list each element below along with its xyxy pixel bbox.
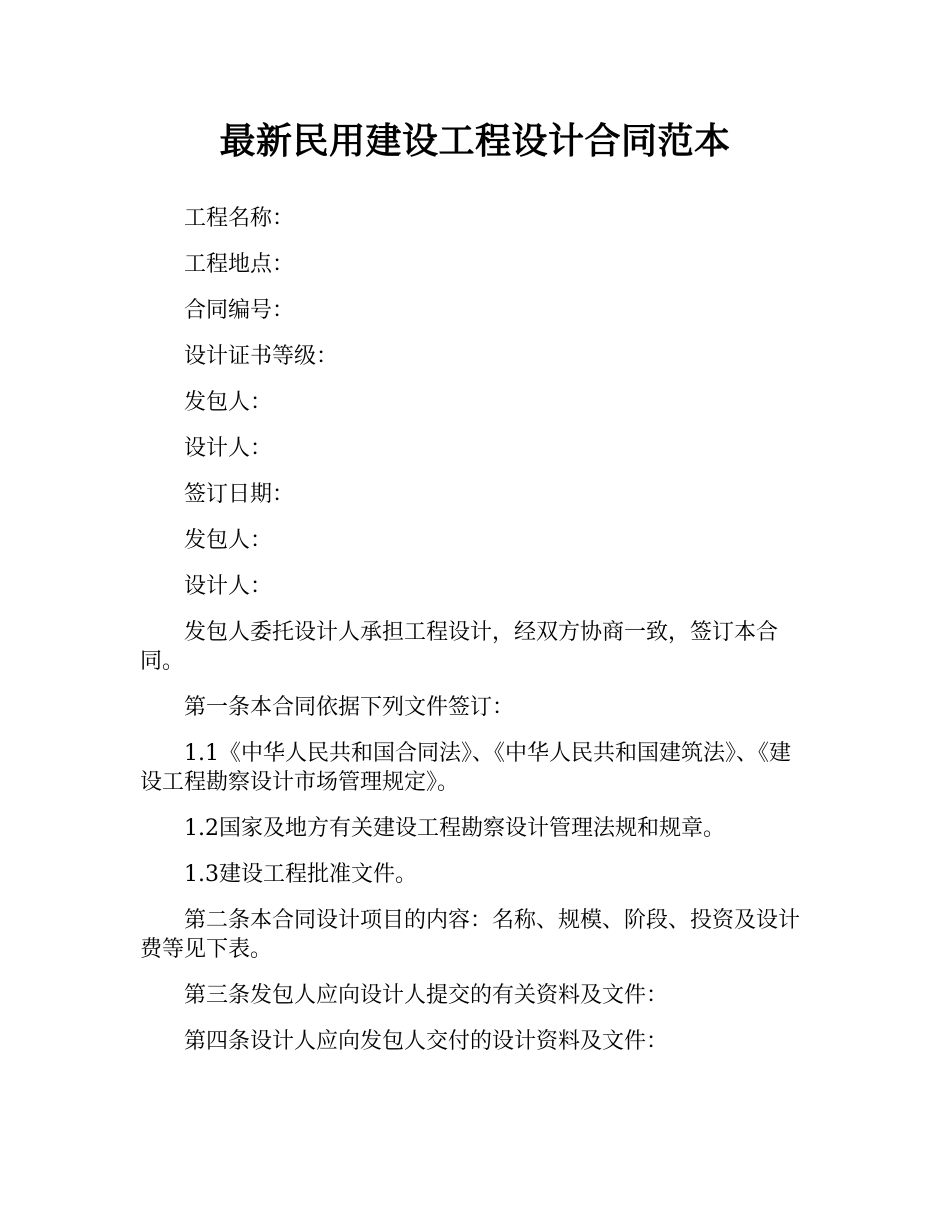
field-contract-number: 合同编号：: [184, 298, 295, 323]
field-project-name: 工程名称：: [184, 206, 295, 231]
document-title: 最新民用建设工程设计合同范本: [219, 121, 731, 162]
article-4: 第四条设计人应向发包人交付的设计资料及文件：: [184, 1029, 669, 1054]
field-employer: 发包人：: [184, 390, 273, 415]
clause-1-2: 1.2国家及地方有关建设工程勘察设计管理法规和规章。: [184, 816, 725, 841]
article-3: 第三条发包人应向设计人提交的有关资料及文件：: [184, 983, 669, 1008]
field-design-certificate-level: 设计证书等级：: [184, 344, 339, 369]
field-signing-date: 签订日期：: [184, 482, 295, 507]
field-project-location: 工程地点：: [184, 252, 295, 277]
field-designer: 设计人：: [184, 436, 273, 461]
article-1-heading: 第一条本合同依据下列文件签订：: [184, 695, 515, 720]
clause-1-1: 1.1《中华人民共和国合同法》、《中华人民共和国建筑法》、《建设工程勘察设计市场管理规定》。: [140, 741, 791, 795]
intro-paragraph: 发包人委托设计人承担工程设计，经双方协商一致，签订本合同。: [140, 620, 779, 674]
field-employer-2: 发包人：: [184, 528, 273, 553]
document-body: [140, 204, 808, 1073]
article-2: 第二条本合同设计项目的内容：名称、规模、阶段、投资及设计费等见下表。: [140, 908, 801, 962]
clause-1-3: 1.3建设工程批准文件。: [184, 862, 417, 887]
field-designer-2: 设计人：: [184, 574, 273, 599]
